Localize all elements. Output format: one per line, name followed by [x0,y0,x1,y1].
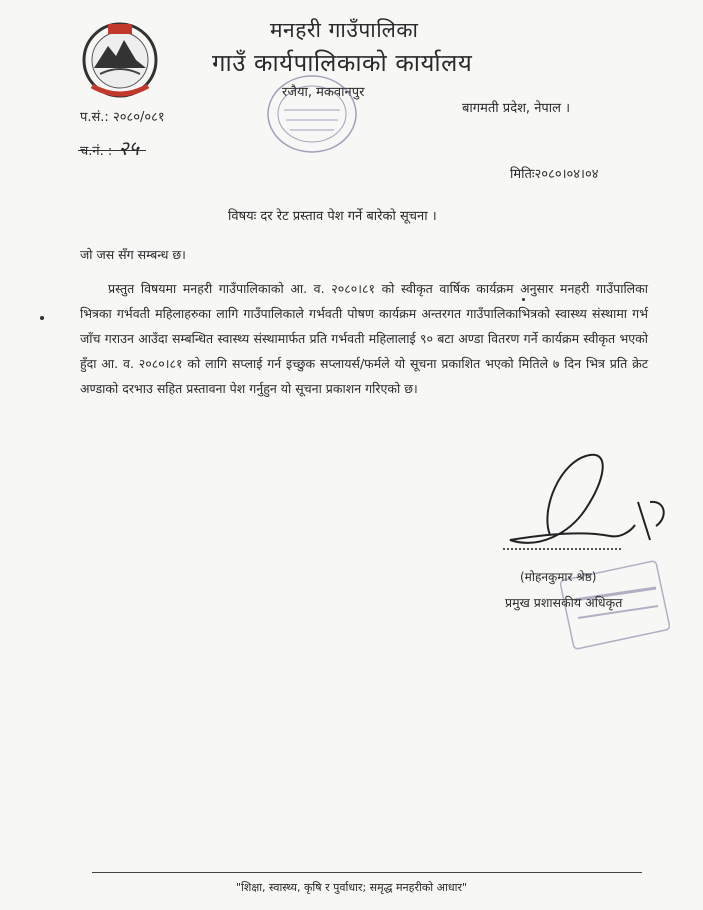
dispatch-number [80,134,139,161]
signatory-name: (मोहनकुमार श्रेष्ठ) [520,570,597,584]
letter-date: मितिः२०८०।०४।०४ [510,167,599,182]
signature-icon [500,440,670,570]
signatory-title: प्रमुख प्रशासकीय अधिकृत [505,595,623,610]
office-address: रजैया, मकवानपुर [282,85,365,100]
reference-number: प.सं.: २०८०/०८१ [80,110,165,125]
letter-subject: विषयः दर रेट प्रस्ताव पेश गर्ने बारेको सूचना । [228,209,437,224]
scan-speck [522,298,525,301]
province-address: बागमती प्रदेश, नेपाल । [462,101,571,116]
nepal-emblem-icon [78,16,162,100]
scan-speck [40,316,44,320]
letter-body: प्रस्तुत विषयमा मनहरी गाउँपालिकाको आ. व. २०८०।८१ को स्वीकृत वार्षिक कार्यक्रम अनुसार मनहरी गाउँपालिका भित्रका गर्भवती महिलाहरुका लागि गाउँपालिकाले गर्भवती पोषण कार्यक्रम अन्तरगत गाउँपालिकाभित्रको स्वास्थ्य संस्थामा गर्भ जाँच गराउन आउँदा सम्बन्धित स्वास्थ्य संस्थामार्फत प्रति गर्भवती महिलालाई ९० बटा अण्डा वितरण गर्ने कार्यक्रम स्वीकृत भएको हुँदा आ. व. २०८०।८१ को लागि सप्लाई गर्न इच्छुक सप्लायर्स/फर्मले यो सूचना प्रकाशित भएको मितिले ७ दिन भित्र प्रति क्रेट अण्डाको दरभाउ सहित प्रस्तावना पेश गर्नुहुन यो सूचना प्रकाशन गरिएको छ। [80,281,648,396]
dispatch-value: २५ [118,136,140,160]
dispatch-label: च.नं. : [80,144,113,159]
municipality-name: मनहरी गाउँपालिका [270,18,419,42]
office-name: गाउँ कार्यपालिकाको कार्यालय [212,49,473,77]
salutation: जो जस सँग सम्बन्ध छ। [80,247,186,262]
signature-line [503,548,621,550]
footer-slogan: "शिक्षा, स्वास्थ्य, कृषि र पुर्वाधार; समृद्ध मनहरीको आधार" [235,881,468,894]
office-stamp-icon [262,70,365,156]
footer-rule [92,872,642,873]
dispatch-underline [78,150,146,151]
